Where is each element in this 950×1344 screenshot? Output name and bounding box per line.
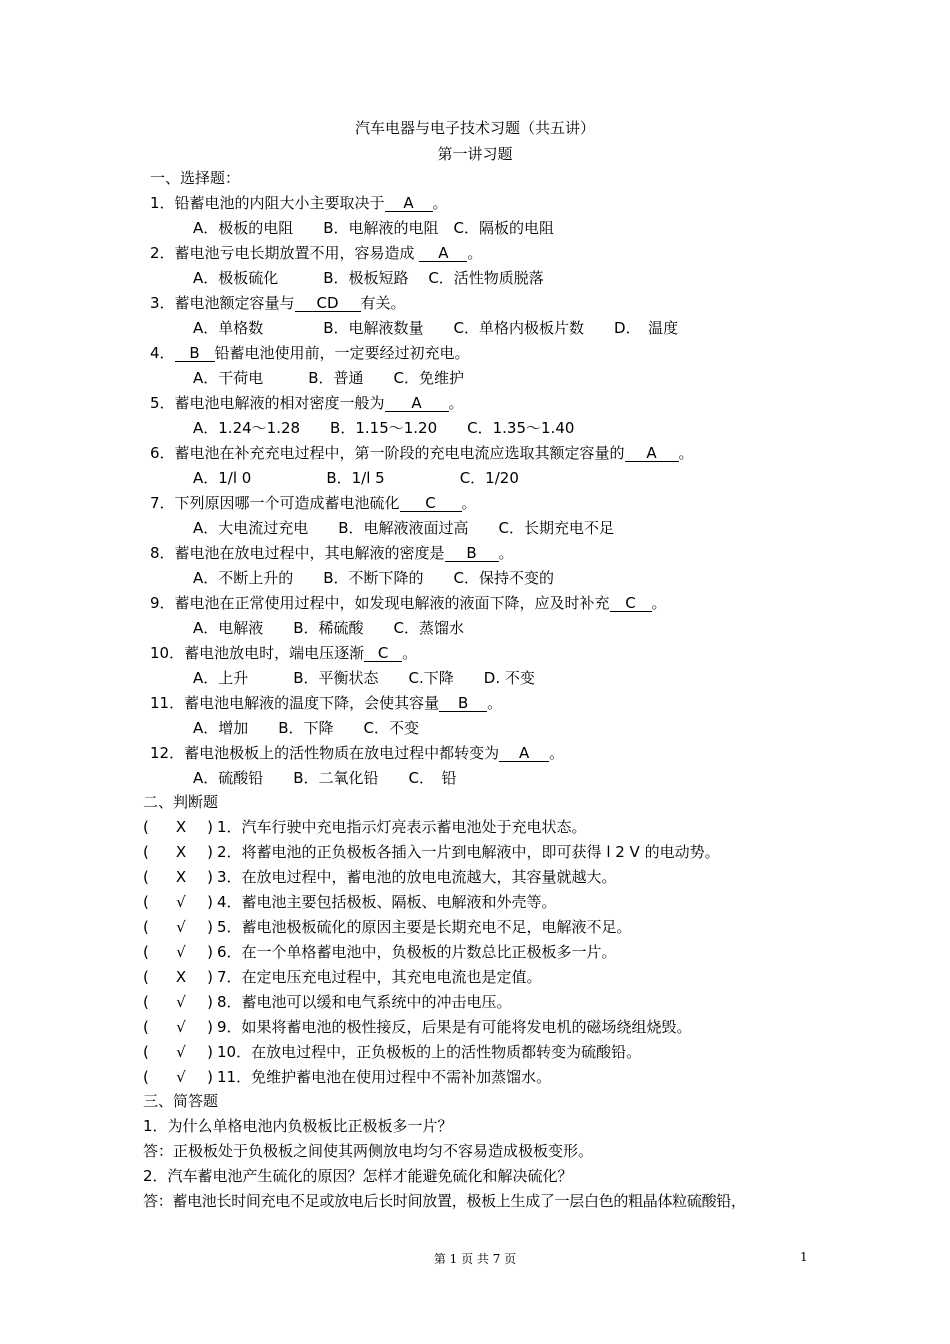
paren-close: ) [207, 893, 213, 911]
footer-page-number: 1 [800, 1250, 808, 1264]
paren-close: ) [207, 868, 213, 886]
answer-blank: B [445, 545, 499, 562]
question-4-options: A．干荷电 B．普通 C．免维护 [193, 369, 465, 387]
paren-open: ( [143, 893, 149, 911]
judgment-mark: √ [176, 1043, 186, 1061]
judgment-mark: X [175, 868, 187, 886]
judgment-item-3 [143, 867, 617, 887]
question-1 [150, 193, 448, 213]
answer-blank: CD [295, 295, 361, 312]
judgment-mark: √ [176, 943, 186, 961]
judgment-item-1 [143, 817, 587, 837]
question-text: 10．蓄电池放电时，端电压逐渐 [150, 644, 365, 662]
question-suffix: 。 [461, 494, 477, 512]
judgment-mark: √ [176, 918, 186, 936]
question-text: 1．铅蓄电池的内阻大小主要取决于 [150, 194, 385, 212]
question-2 [150, 243, 482, 263]
answer-blank: A [385, 195, 433, 212]
judgment-mark: √ [176, 893, 186, 911]
question-7 [150, 493, 477, 513]
question-text: 6．蓄电池在补充充电过程中，第一阶段的充电电流应选取其额定容量的 [150, 444, 625, 462]
answer-blank: A [385, 395, 449, 412]
judgment-mark: X [175, 843, 187, 861]
question-12-options: A．硫酸铅 B．二氧化铅 C． 铅 [193, 769, 457, 787]
question-3 [150, 293, 406, 313]
section-heading-choice: 一、选择题： [150, 169, 241, 187]
question-suffix: 铅蓄电池使用前，一定要经过初充电。 [214, 344, 470, 362]
judgment-item-7 [143, 967, 542, 987]
paren-close: ) [207, 943, 213, 961]
question-10-options: A．上升 B．平衡状态 C.下降 D. 不变 [193, 669, 535, 687]
short-answer-answer-1: 答：正极板处于负极板之间使其两侧放电均匀不容易造成极板变形。 [143, 1142, 594, 1160]
judgment-item-5 [143, 917, 632, 937]
paren-open: ( [143, 1043, 149, 1061]
judgment-item-11 [143, 1067, 551, 1087]
question-suffix: 。 [467, 244, 483, 262]
judgment-mark: X [175, 968, 187, 986]
paren-open: ( [143, 1068, 149, 1086]
question-text: 8．蓄电池在放电过程中，其电解液的密度是 [150, 544, 445, 562]
question-1-options: A．极板的电阻 B．电解液的电阻 C．隔板的电阻 [193, 219, 555, 237]
judgment-text: 3．在放电过程中，蓄电池的放电电流越大，其容量就越大。 [217, 868, 617, 886]
paren-close: ) [207, 843, 213, 861]
short-answer-question-1: 1．为什么单格电池内负极板比正极板多一片？ [143, 1117, 453, 1135]
judgment-text: 11．免维护蓄电池在使用过程中不需补加蒸馏水。 [217, 1068, 552, 1086]
judgment-mark: X [175, 818, 187, 836]
judgment-mark: √ [176, 1018, 186, 1036]
question-text: 11．蓄电池电解液的温度下降，会使其容量 [150, 694, 440, 712]
question-6-options: A．1/l 0 B．1/l 5 C．1/20 [193, 469, 519, 487]
question-text: 12．蓄电池极板上的活性物质在放电过程中都转变为 [150, 744, 500, 762]
question-5 [150, 393, 464, 413]
question-suffix: 有关。 [360, 294, 406, 312]
answer-blank: C [610, 595, 652, 612]
question-text: 4． [150, 344, 175, 362]
question-4 [150, 343, 470, 363]
paren-close: ) [207, 818, 213, 836]
judgment-text: 8．蓄电池可以缓和电气系统中的冲击电压。 [217, 993, 512, 1011]
paren-open: ( [143, 868, 149, 886]
question-text: 5．蓄电池电解液的相对密度一般为 [150, 394, 385, 412]
paren-close: ) [207, 968, 213, 986]
question-12 [150, 743, 564, 763]
judgment-text: 1．汽车行驶中充电指示灯亮表示蓄电池处于充电状态。 [217, 818, 587, 836]
paren-close: ) [207, 1068, 213, 1086]
footer-page-label: 第 1 页 共 7 页 [433, 1252, 517, 1266]
paren-open: ( [143, 943, 149, 961]
answer-blank: C [364, 645, 402, 662]
paren-open: ( [143, 818, 149, 836]
question-3-options: A．单格数 B．电解液数量 C．单格内极板片数 D． 温度 [193, 319, 679, 337]
question-text: 9．蓄电池在正常使用过程中，如发现电解液的液面下降，应及时补充 [150, 594, 610, 612]
question-suffix: 。 [448, 394, 464, 412]
paren-close: ) [207, 1043, 213, 1061]
paren-open: ( [143, 843, 149, 861]
question-2-options: A．极板硫化 B．极板短路 C．活性物质脱落 [193, 269, 544, 287]
question-11 [150, 693, 502, 713]
answer-blank: C [400, 495, 462, 512]
judgment-item-4 [143, 892, 557, 912]
question-text: 7．下列原因哪一个可造成蓄电池硫化 [150, 494, 400, 512]
paren-open: ( [143, 1018, 149, 1036]
question-suffix: 。 [678, 444, 694, 462]
question-7-options: A．大电流过充电 B．电解液液面过高 C．长期充电不足 [193, 519, 615, 537]
paren-close: ) [207, 918, 213, 936]
judgment-text: 5．蓄电池极板硫化的原因主要是长期充电不足，电解液不足。 [217, 918, 632, 936]
question-11-options: A．增加 B．下降 C．不变 [193, 719, 420, 737]
judgment-text: 7．在定电压充电过程中，其充电电流也是定值。 [217, 968, 542, 986]
judgment-mark: √ [176, 993, 186, 1011]
question-suffix: 。 [487, 694, 503, 712]
judgment-item-8 [143, 992, 512, 1012]
question-8-options: A．不断上升的 B．不断下降的 C．保持不变的 [193, 569, 555, 587]
question-8 [150, 543, 514, 563]
paren-open: ( [143, 993, 149, 1011]
question-suffix: 。 [498, 544, 514, 562]
judgment-item-9 [143, 1017, 692, 1037]
question-6 [150, 443, 694, 463]
judgment-text: 6．在一个单格蓄电池中，负极板的片数总比正极板多一片。 [217, 943, 617, 961]
lecture-subtitle: 第一讲习题 [437, 145, 513, 163]
paren-open: ( [143, 918, 149, 936]
section-heading-short-answer: 三、简答题 [143, 1092, 219, 1110]
question-suffix: 。 [651, 594, 667, 612]
answer-blank: A [625, 445, 679, 462]
paren-close: ) [207, 993, 213, 1011]
question-text: 2．蓄电池亏电长期放置不用，容易造成 [150, 244, 420, 262]
judgment-text: 9．如果将蓄电池的极性接反，后果是有可能将发电机的磁场绕组烧毁。 [217, 1018, 692, 1036]
answer-blank: B [175, 345, 215, 362]
question-suffix: 。 [432, 194, 448, 212]
short-answer-answer-2: 答：蓄电池长时间充电不足或放电后长时间放置，极板上生成了一层白色的粗晶体粒硫酸铅， [143, 1192, 746, 1210]
question-suffix: 。 [549, 744, 565, 762]
question-9 [150, 593, 667, 613]
paren-close: ) [207, 1018, 213, 1036]
section-heading-judgment: 二、判断题 [143, 793, 219, 811]
answer-blank: A [499, 745, 549, 762]
judgment-text: 2．将蓄电池的正负极板各插入一片到电解液中，即可获得 l 2 V 的电动势。 [217, 843, 720, 861]
judgment-item-6 [143, 942, 617, 962]
question-suffix: 。 [402, 644, 418, 662]
paren-open: ( [143, 968, 149, 986]
question-10 [150, 643, 417, 663]
question-9-options: A．电解液 B．稀硫酸 C．蒸馏水 [193, 619, 465, 637]
judgment-item-10 [143, 1042, 641, 1062]
question-text: 3．蓄电池额定容量与 [150, 294, 295, 312]
answer-blank: A [419, 245, 467, 262]
judgment-mark: √ [176, 1068, 186, 1086]
judgment-item-2 [143, 842, 720, 862]
judgment-text: 10．在放电过程中，正负极板的上的活性物质都转变为硫酸铅。 [217, 1043, 642, 1061]
question-5-options: A．1.24～1.28 B．1.15～1.20 C．1.35～1.40 [193, 419, 575, 437]
judgment-text: 4．蓄电池主要包括极板、隔板、电解液和外壳等。 [217, 893, 557, 911]
short-answer-question-2: 2．汽车蓄电池产生硫化的原因？怎样才能避免硫化和解决硫化？ [143, 1167, 573, 1185]
answer-blank: B [439, 695, 487, 712]
document-title: 汽车电器与电子技术习题（共五讲） [354, 119, 595, 137]
